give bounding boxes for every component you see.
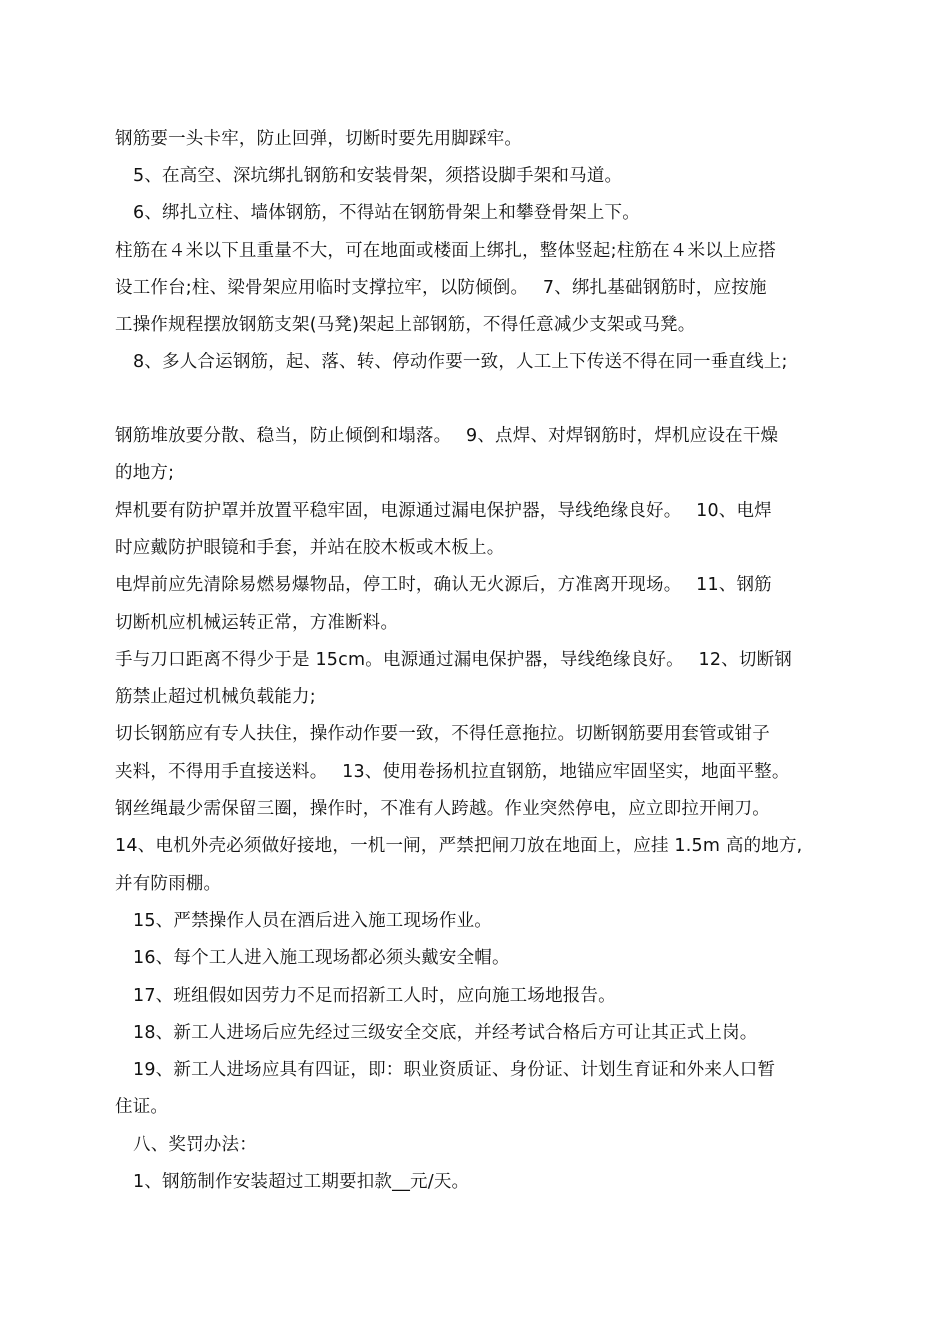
text-line: 8、多人合运钢筋，起、落、转、停动作要一致，人工上下传送不得在同一垂直线上; (133, 352, 788, 372)
text-line: 筋禁止超过机械负载能力; (115, 687, 316, 707)
text-line: 电焊前应先清除易燃易爆物品，停工时，确认无火源后，方准离开现场。 11、钢筋 (115, 575, 772, 595)
text-line: 16、每个工人进入施工现场都必须头戴安全帽。 (133, 948, 510, 968)
text-line: 5、在高空、深坑绑扎钢筋和安装骨架，须搭设脚手架和马道。 (133, 166, 623, 186)
text-line: 时应戴防护眼镜和手套，并站在胶木板或木板上。 (115, 538, 505, 558)
text-line: 15、严禁操作人员在酒后进入施工现场作业。 (133, 911, 492, 931)
text-line: 17、班组假如因劳力不足而招新工人时，应向施工场地报告。 (133, 986, 616, 1006)
text-line: 手与刀口距离不得少于是 15cm。电源通过漏电保护器，导线绝缘良好。 12、切断钢 (115, 650, 792, 670)
text-line: 19、新工人进场应具有四证，即：职业资质证、身份证、计划生育证和外来人口暂 (133, 1060, 776, 1080)
text-line: 设工作台;柱、梁骨架应用临时支撑拉牢，以防倾倒。 7、绑扎基础钢筋时，应按施 (115, 278, 767, 298)
text-line: 14、电机外壳必须做好接地，一机一闸，严禁把闸刀放在地面上，应挂 1.5m 高的地方, (115, 836, 803, 856)
text-line: 18、新工人进场后应先经过三级安全交底，并经考试合格后方可让其正式上岗。 (133, 1023, 758, 1043)
text-line: 的地方; (115, 463, 175, 483)
text-line: 钢丝绳最少需保留三圈，操作时，不准有人跨越。作业突然停电，应立即拉开闸刀。 (115, 799, 770, 819)
text-line: 工操作规程摆放钢筋支架(马凳)架起上部钢筋，不得任意减少支架或马凳。 (115, 315, 696, 335)
text-line: 切断机应机械运转正常，方准断料。 (115, 613, 399, 633)
text-line: 夹料，不得用手直接送料。 13、使用卷扬机拉直钢筋，地锚应牢固坚实，地面平整。 (115, 762, 790, 782)
section-heading: 八、奖罚办法： (133, 1135, 257, 1155)
text-line: 并有防雨棚。 (115, 874, 222, 894)
text-line: 焊机要有防护罩并放置平稳牢固，电源通过漏电保护器，导线绝缘良好。 10、电焊 (115, 501, 772, 521)
text-line: 6、绑扎立柱、墙体钢筋，不得站在钢筋骨架上和攀登骨架上下。 (133, 203, 640, 223)
text-line: 钢筋堆放要分散、稳当，防止倾倒和塌落。 9、点焊、对焊钢筋时，焊机应设在干燥 (115, 426, 779, 446)
text-line: 切长钢筋应有专人扶住，操作动作要一致，不得任意拖拉。切断钢筋要用套管或钳子 (115, 724, 770, 744)
text-line: 住证。 (115, 1097, 169, 1117)
text-line: 柱筋在４米以下且重量不大，可在地面或楼面上绑扎，整体竖起;柱筋在４米以上应搭 (115, 241, 776, 261)
text-line: 1、钢筋制作安装超过工期要扣款__元/天。 (133, 1172, 470, 1192)
text-line: 钢筋要一头卡牢，防止回弹，切断时要先用脚踩牢。 (115, 129, 523, 149)
